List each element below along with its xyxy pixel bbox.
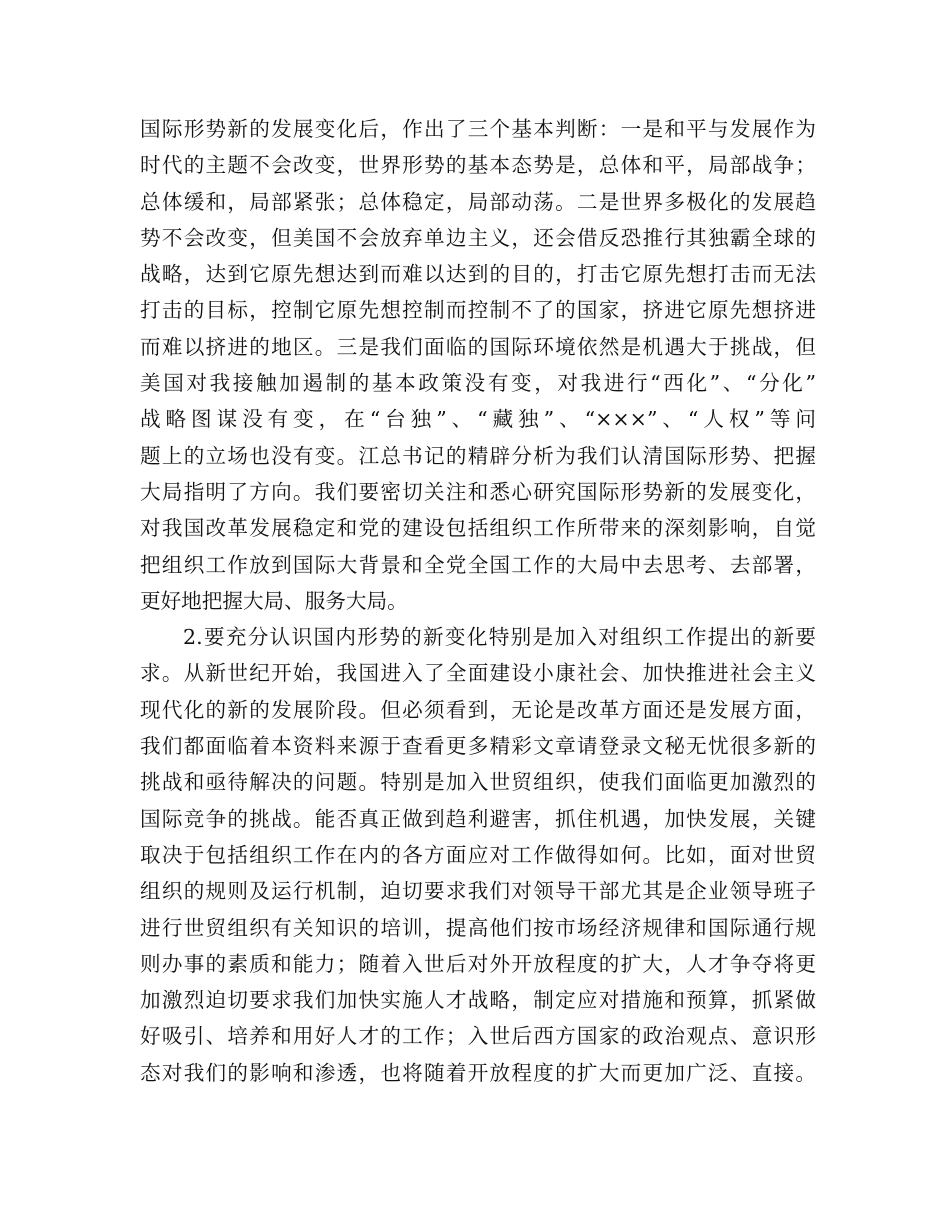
text-line: 现代化的新的发展阶段。但必须看到，无论是改革方面还是发展方面， xyxy=(140,697,816,722)
text-line: 国际竞争的挑战。能否真正做到趋利避害，抓住机遇，加快发展，关键 xyxy=(140,806,816,831)
text-line: 好吸引、培养和用好人才的工作；入世后西方国家的政治观点、意识形 xyxy=(140,1024,816,1049)
text-line: 则办事的素质和能力；随着入世后对外开放程度的扩大，人才争夺将更 xyxy=(140,951,816,976)
text-line: 时代的主题不会改变，世界形势的基本态势是，总体和平，局部战争； xyxy=(140,153,816,178)
text-line: 我们都面临着本资料来源于查看更多精彩文章请登录文秘无忧很多新的 xyxy=(140,734,816,759)
text-line: 求。从新世纪开始，我国进入了全面建设小康社会、加快推进社会主义 xyxy=(140,661,816,686)
text-line: 战略图谋没有变，在“台独”、“藏独”、“×××”、“人权”等问 xyxy=(140,407,816,432)
text-line: 态对我们的影响和渗透，也将随着开放程度的扩大而更加广泛、直接。 xyxy=(140,1060,816,1085)
paragraph-international-situation xyxy=(140,111,816,619)
text-line: 对我国改革发展稳定和党的建设包括组织工作所带来的深刻影响，自觉 xyxy=(140,516,816,541)
text-line: 国际形势新的发展变化后，作出了三个基本判断：一是和平与发展作为 xyxy=(140,117,816,141)
text-line: 进行世贸组织有关知识的培训，提高他们按市场经济规律和国际通行规 xyxy=(140,915,816,940)
text-line: 战略，达到它原先想达到而难以达到的目的，打击它原先想打击而无法 xyxy=(140,262,816,287)
text-line: 组织的规则及运行机制，迫切要求我们对领导干部尤其是企业领导班子 xyxy=(140,879,816,904)
text-line: 2.要充分认识国内形势的新变化特别是加入对组织工作提出的新要 xyxy=(183,625,816,650)
text-line: 题上的立场也没有变。江总书记的精辟分析为我们认清国际形势、把握 xyxy=(140,443,816,468)
document-body xyxy=(140,111,816,1091)
text-line: 大局指明了方向。我们要密切关注和悉心研究国际形势新的发展变化， xyxy=(140,479,816,504)
text-line: 加激烈迫切要求我们加快实施人才战略，制定应对措施和预算，抓紧做 xyxy=(140,988,816,1013)
text-line: 而难以挤进的地区。三是我们面临的国际环境依然是机遇大于挑战，但 xyxy=(140,334,816,359)
text-line: 美国对我接触加遏制的基本政策没有变，对我进行“西化”、“分化” xyxy=(140,371,816,396)
paragraph-domestic-situation xyxy=(140,619,816,1091)
text-line: 打击的目标，控制它原先想控制而控制不了的国家，挤进它原先想挤进 xyxy=(140,298,816,323)
text-line: 总体缓和，局部紧张；总体稳定，局部动荡。二是世界多极化的发展趋 xyxy=(140,189,816,214)
text-line: 取决于包括组织工作在内的各方面应对工作做得如何。比如，面对世贸 xyxy=(140,842,816,867)
text-line: 更好地把握大局、服务大局。 xyxy=(140,588,408,613)
text-line: 把组织工作放到国际大背景和全党全国工作的大局中去思考、去部署， xyxy=(140,552,816,577)
text-line: 挑战和亟待解决的问题。特别是加入世贸组织，使我们面临更加激烈的 xyxy=(140,770,816,795)
text-line: 势不会改变，但美国不会放弃单边主义，还会借反恐推行其独霸全球的 xyxy=(140,225,816,250)
